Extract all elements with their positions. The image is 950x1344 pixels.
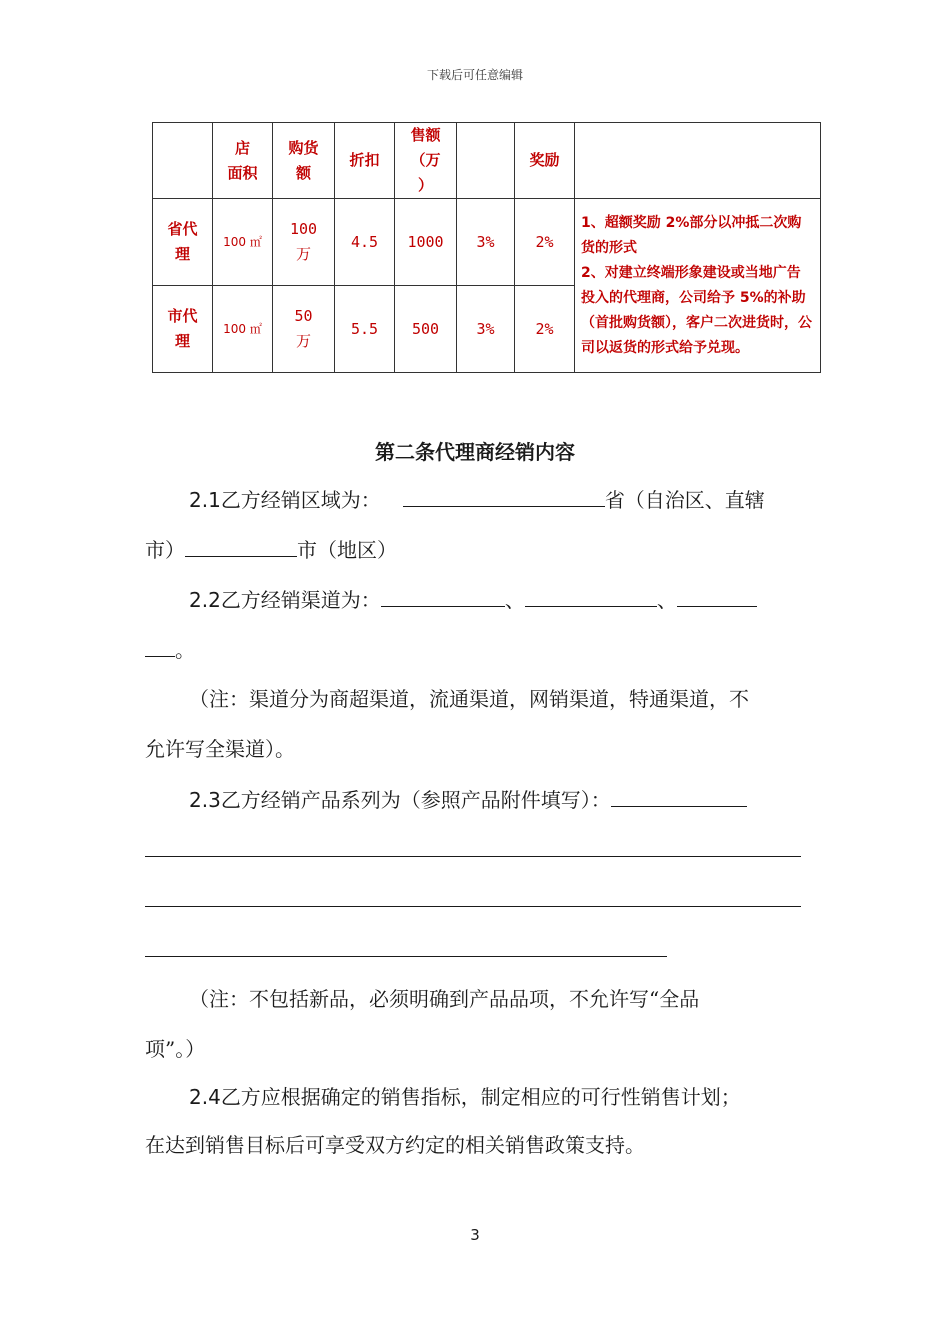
header-cell-empty xyxy=(153,123,213,199)
channel-blank-3[interactable] xyxy=(677,584,757,607)
cell-rate: 3% xyxy=(457,286,515,373)
header-note: 下载后可任意编辑 xyxy=(426,68,523,82)
cell-purchase: 50 万 xyxy=(273,286,335,373)
cell-discount: 5.5 xyxy=(335,286,395,373)
cell-sales: 1000 xyxy=(395,199,457,286)
channel-blank-3-continued[interactable] xyxy=(145,634,175,657)
cell-purchase: 100 万 xyxy=(273,199,335,286)
cell-area: 100 ㎡ xyxy=(213,286,273,373)
table-row xyxy=(153,199,821,286)
paragraph-2-3-line-2 xyxy=(145,834,807,865)
product-series-blank-2[interactable] xyxy=(145,834,801,857)
paragraph-2-3-line-4 xyxy=(145,934,807,965)
paragraph-2-1-line-2: 市） 市（地区） xyxy=(145,534,807,565)
cell-reward: 2% xyxy=(515,286,575,373)
reward-note-2: 2、对建立终端形象建设或当地广告投入的代理商，公司给予 5%的补助（首批购货额），客户二次进货时，公司以返货的形式给予兑现。 xyxy=(581,264,812,356)
region-city-blank[interactable] xyxy=(185,534,297,557)
agent-terms-table xyxy=(152,122,821,373)
channel-blank-2[interactable] xyxy=(525,584,657,607)
header-cell-reward: 奖励 xyxy=(515,123,575,199)
note-1-line-2: 允许写全渠道）。 xyxy=(145,737,295,761)
header-cell-sales: 售额 （万 ） xyxy=(395,123,457,199)
header-cell-notes xyxy=(575,123,821,199)
header-cell-rate xyxy=(457,123,515,199)
reward-note-1: 1、超额奖励 2%部分以冲抵二次购货的形式 xyxy=(581,214,802,256)
channel-blank-1[interactable] xyxy=(381,584,505,607)
cell-sales: 500 xyxy=(395,286,457,373)
paragraph-2-1-line-1: 2.1乙方经销区域为： 省（自治区、直辖 xyxy=(145,484,851,515)
cell-reward-notes xyxy=(575,199,821,373)
cell-level: 市代 理 xyxy=(153,286,213,373)
paragraph-2-2-line-2: 。 xyxy=(145,634,807,665)
paragraph-2-4-line-1: 2.4乙方应根据确定的销售指标，制定相应的可行性销售计划； xyxy=(189,1085,741,1109)
note-1-line-1: （注：渠道分为商超渠道，流通渠道，网销渠道，特通渠道，不 xyxy=(189,687,749,711)
paragraph-2-4-line-2: 在达到销售目标后可享受双方约定的相关销售政策支持。 xyxy=(145,1133,645,1157)
cell-area: 100 ㎡ xyxy=(213,199,273,286)
region-province-blank[interactable] xyxy=(403,484,605,507)
header-cell-purchase: 购货 额 xyxy=(273,123,335,199)
note-2-line-2: 项”。） xyxy=(145,1037,206,1061)
paragraph-2-3-line-3 xyxy=(145,884,807,915)
page-number: 3 xyxy=(470,1226,480,1244)
product-series-blank-3[interactable] xyxy=(145,884,801,907)
cell-rate: 3% xyxy=(457,199,515,286)
note-2-line-1: （注：不包括新品，必须明确到产品品项，不允许写“全品 xyxy=(189,987,700,1011)
product-series-blank-4[interactable] xyxy=(145,934,667,957)
header-cell-discount: 折扣 xyxy=(335,123,395,199)
cell-level: 省代 理 xyxy=(153,199,213,286)
section-title: 第二条代理商经销内容 xyxy=(375,440,575,464)
table-header-row xyxy=(153,123,821,199)
cell-discount: 4.5 xyxy=(335,199,395,286)
paragraph-2-2-line-1: 2.2乙方经销渠道为： 、 、 xyxy=(145,584,851,615)
cell-reward: 2% xyxy=(515,199,575,286)
product-series-blank-1[interactable] xyxy=(611,784,747,807)
paragraph-2-3-line-1: 2.3乙方经销产品系列为（参照产品附件填写）： xyxy=(145,784,851,815)
header-cell-area: 店 面积 xyxy=(213,123,273,199)
